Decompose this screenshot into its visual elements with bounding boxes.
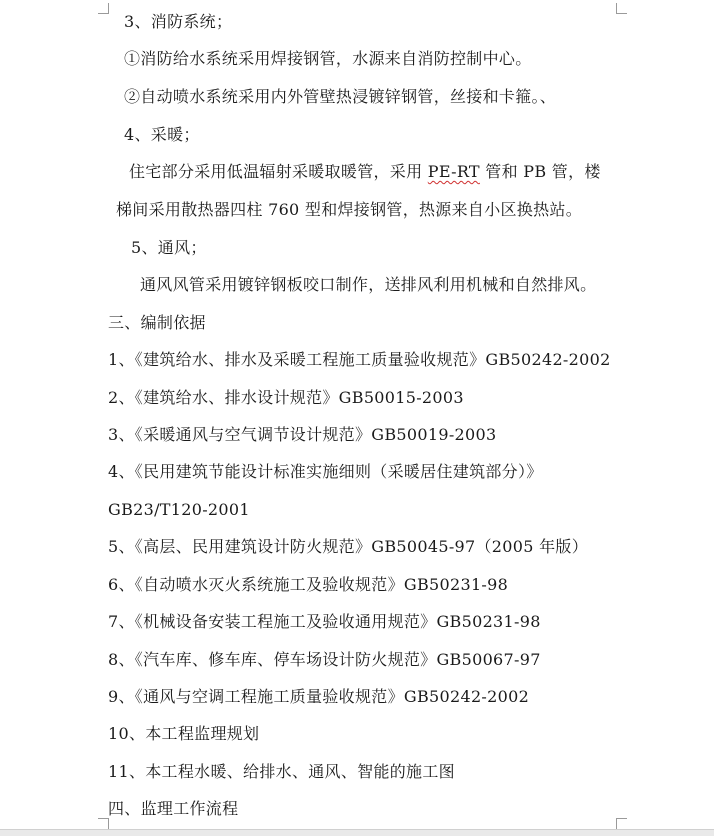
basis-item-4-code: GB23/T120-2001 [108, 500, 250, 519]
basis-item-8: 8、《汽车库、修车库、停车场设计防火规范》GB50067-97 [108, 650, 541, 669]
basis-item-4: 4、《民用建筑节能设计标准实施细则（采暖居住建筑部分）》 [108, 462, 543, 481]
margin-marker-bottom-right [616, 818, 627, 829]
pe-rt-term: PE-RT [427, 162, 480, 181]
section-ventilation-heading: 5、通风； [131, 238, 207, 257]
section-workflow-heading: 四、监理工作流程 [108, 799, 239, 818]
basis-item-3: 3、《采暖通风与空气调节设计规范》GB50019-2003 [108, 425, 497, 444]
margin-marker-bottom-left [98, 818, 109, 829]
page-gap-strip [0, 829, 714, 836]
margin-marker-top-right [616, 3, 627, 14]
sprinkler-system-line: ②自动喷水系统采用内外管壁热浸镀锌钢管，丝接和卡箍。、 [124, 87, 557, 106]
ventilation-line: 通风风管采用镀锌钢板咬口制作，送排风利用机械和自然排风。 [140, 275, 597, 294]
basis-item-5: 5、《高层、民用建筑设计防火规范》GB50045-97（2005 年版） [108, 537, 588, 556]
fire-water-supply-line: ①消防给水系统采用焊接钢管，水源来自消防控制中心。 [124, 49, 532, 68]
basis-item-2: 2、《建筑给水、排水设计规范》GB50015-2003 [108, 388, 464, 407]
heating-residential-line [129, 162, 601, 182]
basis-item-1: 1、《建筑给水、排水及采暖工程施工质量验收规范》GB50242-2002 [108, 350, 611, 369]
heating-residential-text-b: 管和 PB 管，楼 [479, 162, 601, 181]
basis-item-10: 10、本工程监理规划 [108, 724, 260, 743]
basis-item-7: 7、《机械设备安装工程施工及验收通用规范》GB50231-98 [108, 612, 541, 631]
basis-item-11: 11、本工程水暖、给排水、通风、智能的施工图 [108, 762, 455, 781]
basis-item-9: 9、《通风与空调工程施工质量验收规范》GB50242-2002 [108, 687, 530, 706]
section-heating-heading: 4、采暖； [124, 125, 200, 144]
heating-residential-text-a: 住宅部分采用低温辐射采暖取暖管，采用 [129, 162, 428, 181]
section-basis-heading: 三、编制依据 [108, 313, 206, 332]
margin-marker-top-left [98, 3, 109, 14]
basis-item-6: 6、《自动喷水灭火系统施工及验收规范》GB50231-98 [108, 575, 509, 594]
section-fire-system-heading: 3、消防系统； [124, 12, 233, 31]
heating-stairwell-line: 梯间采用散热器四柱 760 型和焊接钢管，热源来自小区换热站。 [116, 200, 583, 219]
